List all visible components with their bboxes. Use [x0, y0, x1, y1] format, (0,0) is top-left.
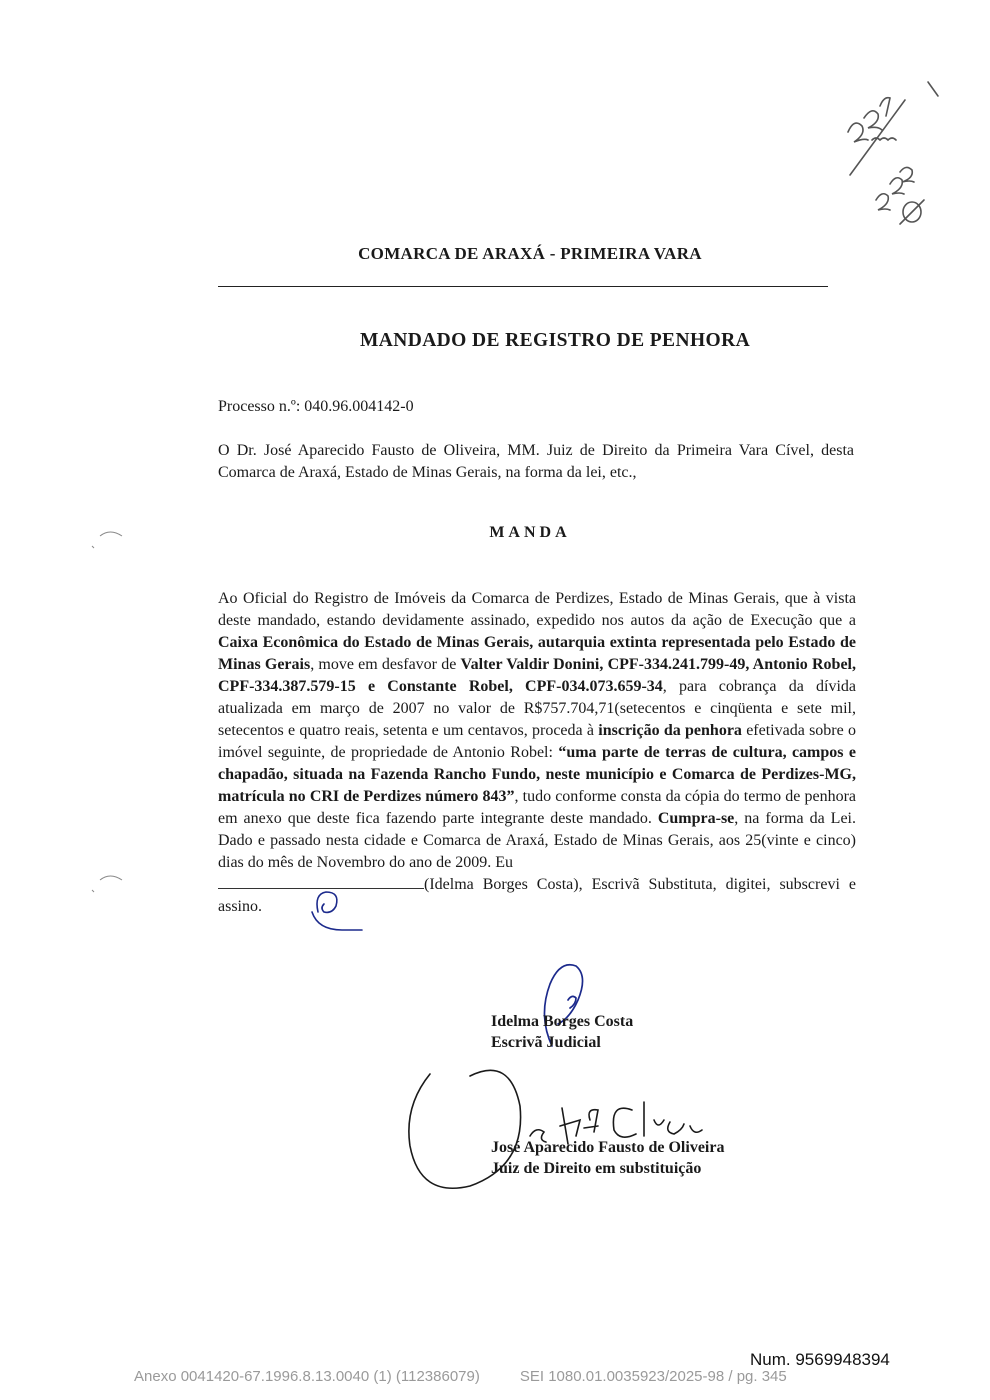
intro-paragraph: O Dr. José Aparecido Fausto de Oliveira, MM. Juiz de Direito da Primeira Vara Cível, desta Comarca de Araxá, Estado de Minas Gerais, na forma da lei, etc.,: [218, 442, 854, 481]
body-bold-creditor: Caixa Econômica do Estado de Minas Gerais, autarquia extinta representada pelo Estado de Minas Gerais: [218, 634, 856, 673]
body-text-5: , tudo conforme consta da cópia do termo de penhora em anexo que deste fica fazendo parte integrante deste mandado.: [218, 788, 857, 827]
header-divider: [218, 286, 828, 287]
judge-name: José Aparecido Fausto de Oliveira: [491, 1139, 725, 1156]
process-number: Processo n.º: 040.96.004142-0: [218, 398, 414, 415]
signature-blank-line: [218, 874, 424, 889]
body-text-1: Ao Oficial do Registro de Imóveis da Comarca de Perdizes, Estado de Minas Gerais, que à vista deste mandado, estando devidamente assinado, expedido nos autos da ação de Execução que a: [218, 590, 856, 629]
body-text-4: efetivada sobre o imóvel seguinte, de propriedade de Antonio Robel:: [218, 722, 856, 761]
body-bold-debtors: Valter Valdir Donini, CPF-334.241.799-49, Antonio Robel, CPF-334.387.579-15 e Constante Robel, CPF-034.073.659-34: [218, 656, 856, 695]
body-text-2: , move em desfavor de: [310, 656, 461, 673]
body-text-6: , na forma da Lei. Dado e passado nesta cidade e Comarca de Araxá, Estado de Minas Gerais, aos 25(vinte e cinco) dias do mês de Novembro do ano de 2009. Eu: [218, 810, 856, 871]
document-number-stamp: Num. 9569948394: [750, 1350, 890, 1369]
body-bold-property: “uma parte de terras de cultura, campos e chapadão, situada na Fazenda Rancho Fundo, neste município e Comarca de Perdizes-MG, matrícula no CRI de Perdizes número 843”: [218, 744, 857, 805]
body-text-7: (Idelma Borges Costa), Escrivã Substituta, digitei, subscrevi e assino.: [218, 876, 856, 915]
body-text-3: , para cobrança da dívida atualizada em março de 2007 no valor de R$757.704,71(setecentos e cinqüenta e sete mil, setecentos e quatro reais, setenta e um centavos, proceda à: [218, 678, 856, 739]
annex-reference: Anexo 0041420-67.1996.8.13.0040 (1) (112386079): [134, 1368, 480, 1385]
body-bold-cumpra: Cumpra-se: [657, 810, 735, 827]
clerk-name: Idelma Borges Costa: [491, 1013, 634, 1030]
folio-annotation-mark: [848, 82, 938, 224]
document-title: MANDADO DE REGISTRO DE PENHORA: [359, 330, 751, 351]
manda-heading: MANDA: [489, 524, 571, 541]
court-header: COMARCA DE ARAXÁ - PRIMEIRA VARA: [358, 244, 702, 263]
body-bold-inscription: inscrição da penhora: [598, 722, 742, 739]
sei-reference: SEI 1080.01.0035923/2025-98 / pg. 345: [519, 1368, 787, 1385]
judge-role: Juiz de Direito em substituição: [491, 1160, 702, 1177]
footer-stamp: [134, 1368, 787, 1385]
margin-punch-marks: [92, 532, 122, 892]
order-body: [218, 588, 856, 918]
clerk-role: Escrivã Judicial: [491, 1034, 601, 1051]
